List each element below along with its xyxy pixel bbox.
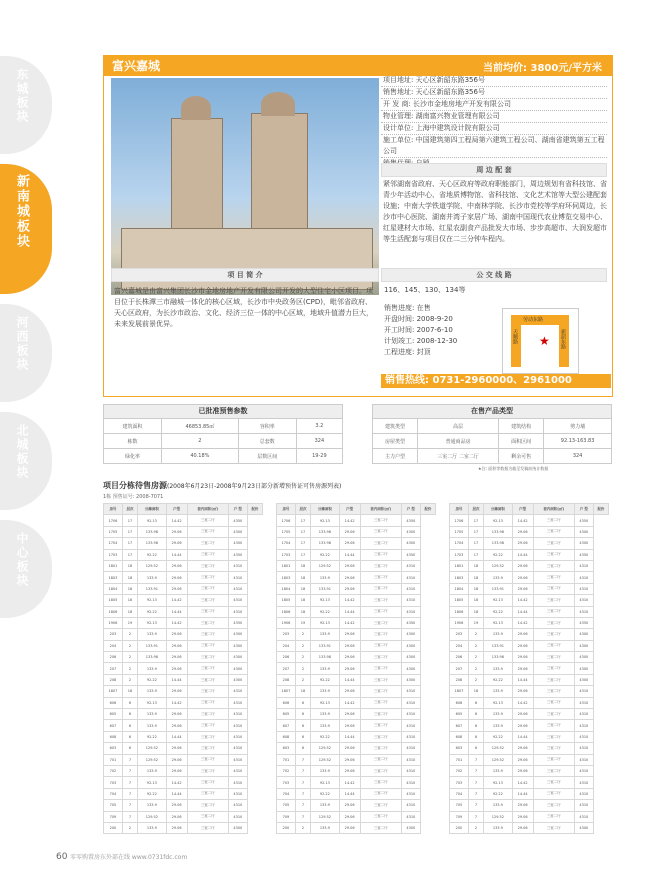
table-row: 204 2 133.91 29.06 三室二厅 4300 (277, 640, 436, 651)
table-row: 607 6 133.9 29.06 三室二厅 4310 (277, 720, 436, 731)
table-row: 207 2 133.9 29.06 三室二厅 4300 (104, 663, 263, 674)
side-tab-xinnancheng[interactable] (0, 164, 52, 294)
table-row: 200 2 133.9 29.06 三室二厅 4300 (450, 822, 609, 833)
table-row: 1803 18 133.9 29.06 三室二厅 4310 (277, 572, 436, 583)
project-header (104, 56, 612, 76)
listing-title (103, 480, 341, 491)
table-row: 606 6 92.13 14.42 三室二厅 4310 (450, 697, 609, 708)
table-row: 1705 17 133.98 29.06 三室二厅 4300 (277, 526, 436, 537)
table-row: 208 2 92.22 14.44 三室二厅 4300 (277, 674, 436, 685)
page-number: 60 (56, 852, 68, 862)
intro-text: 富兴嘉城是由富兴集团长沙市金地房地产开发有限公司开发的大型住宅小区项目。项目位于长株潭三市融城一体化的核心区域，长沙市中央政务区(CPD)，毗邻省政府、天心区政府，为长沙市政治、文化、经济三位一体的中心区域，地域升值潜力巨大，未来发展前景优异。 (114, 287, 373, 328)
table-row: 1801 18 129.52 29.06 三室二厅 4310 (104, 560, 263, 571)
section-side-tabs (0, 0, 52, 888)
table-row: 705 7 133.9 29.06 三室二厅 4310 (450, 800, 609, 811)
table-row: 1801 18 129.52 29.06 三室二厅 4310 (450, 560, 609, 571)
table-row: 1706 17 92.13 14.42 三室二厅 4350 (104, 515, 263, 526)
permit-number: 1栋 预售证号: 2008-7071 (103, 494, 164, 500)
info-design: 设计单位: 上海中建筑设计院有限公司 (381, 123, 607, 135)
table-row: 709 7 129.52 29.06 三室二厅 4310 (450, 811, 609, 822)
intro-header: 项 目 简 介 (111, 268, 379, 282)
table-row: 1703 17 92.22 14.44 三室二厅 4350 (277, 549, 436, 560)
table-row: 1804 18 133.91 29.06 三室二厅 4310 (104, 583, 263, 594)
table-row: 203 2 133.9 29.06 三室二厅 4300 (104, 629, 263, 640)
table-row: 703 7 92.13 14.42 三室二厅 4310 (104, 777, 263, 788)
table-row: 605 6 133.9 29.06 三室二厅 4310 (104, 709, 263, 720)
table-row: 606 6 92.13 14.42 三室二厅 4310 (277, 697, 436, 708)
info-sales-address: 销售地址: 天心区新韶东路356号 (381, 87, 607, 99)
table-row: 603 6 129.52 29.06 三室二厅 4310 (104, 743, 263, 754)
side-tab-label: 中心板块 (15, 532, 29, 588)
table-row: 207 2 133.9 29.06 三室二厅 4300 (277, 663, 436, 674)
map-road-label: 劳动东路 (523, 317, 544, 323)
table-row: 204 2 133.91 29.06 三室二厅 4300 (450, 640, 609, 651)
table-row: 1706 17 92.13 14.42 三室二厅 4350 (450, 515, 609, 526)
table-row: 608 6 92.22 14.44 三室二厅 4310 (104, 731, 263, 742)
progress-completion: 计划竣工: 2008-12-30 (384, 337, 458, 345)
table-row: 1703 17 92.22 14.44 三室二厅 4350 (104, 549, 263, 560)
project-info-list (381, 75, 607, 170)
surroundings-header: 周 边 配 套 (381, 163, 607, 177)
table-row: 1704 17 133.98 29.06 三室二厅 4300 (104, 538, 263, 549)
side-tab-hexi[interactable] (0, 304, 52, 402)
footer-text: 零零购置房东外部在线 www.0731fdc.com (70, 854, 188, 861)
table-row: 603 6 129.52 29.06 三室二厅 4310 (450, 743, 609, 754)
listing-table-1: 房号 层次 分摊面积 户型 套内面积(㎡) 户 型 报价 1706 17 92.13 14.42 三室二厅 4350 1705 17 133.98 29.06 三室二厅 4300 1704 17 133.98 29.06 三室二厅 4300 1703 17 92.22 14.44 三室二厅 4350 1801 18 129.52 29.06 三室二厅 4310 1803 18 133.9 29.06 三室二厅 4310 1804 18 133.91 29.06 三室二厅 4310 1805 18 92.13 14.42 三室二厅 4310 1806 18 92.22 14.44 三室二厅 4310 1906 19 92.13 14.42 三室二厅 4350 203 2 133.9 29.06 三室二厅 4300 204 2 133.91 29.06 三室二厅 4300 206 2 133.98 29.06 三室二厅 4300 207 2 133.9 29.06 三室二厅 4300 208 2 92.22 14.44 三室二厅 4300 1807 18 133.9 29.06 三室二厅 4310 606 6 92.13 14.42 三室二厅 4310 605 6 133.9 29.06 三室二厅 4310 607 6 133.9 29.06 三室二厅 4310 608 6 92.22 14.44 三室二厅 4310 603 6 129.52 29.06 三室二厅 4310 701 7 129.52 29.06 三室二厅 4310 702 7 133.9 29.06 三室二厅 4310 703 7 92.13 14.42 三室二厅 4310 704 7 92.22 14.44 三室二厅 4310 705 7 133.9 29.06 三室二厅 4310 709 7 129.52 29.06 三室二厅 4310 200 2 133.9 29.06 三室二厅 4300 (103, 503, 263, 834)
table-row: 1806 18 92.22 14.44 三室二厅 4310 (104, 606, 263, 617)
table-row: 208 2 92.22 14.44 三室二厅 4300 (450, 674, 609, 685)
progress-opening: 开盘时间: 2008-9-20 (384, 315, 453, 323)
table-row: 1805 18 92.13 14.42 三室二厅 4310 (277, 595, 436, 606)
map-road-label: 新韶东路 (560, 329, 566, 349)
side-tab-zhongxin[interactable] (0, 520, 52, 618)
table-row: 1801 18 129.52 29.06 三室二厅 4310 (277, 560, 436, 571)
project-name: 富兴嘉城 (112, 59, 161, 73)
listing-table-2: 房号 层次 分摊面积 户型 套内面积(㎡) 户 型 报价 1706 17 92.13 14.42 三室二厅 4350 1705 17 133.98 29.06 三室二厅 4300 1704 17 133.98 29.06 三室二厅 4300 1703 17 92.22 14.44 三室二厅 4350 1801 18 129.52 29.06 三室二厅 4310 1803 18 133.9 29.06 三室二厅 4310 1804 18 133.91 29.06 三室二厅 4310 1805 18 92.13 14.42 三室二厅 4310 1806 18 92.22 14.44 三室二厅 4310 1906 19 92.13 14.42 三室二厅 4350 203 2 133.9 29.06 三室二厅 4300 204 2 133.91 29.06 三室二厅 4300 206 2 133.98 29.06 三室二厅 4300 207 2 133.9 29.06 三室二厅 4300 208 2 92.22 14.44 三室二厅 4300 1807 18 133.9 29.06 三室二厅 4310 606 6 92.13 14.42 三室二厅 4310 605 6 133.9 29.06 三室二厅 4310 607 6 133.9 29.06 三室二厅 4310 608 6 92.22 14.44 三室二厅 4310 603 6 129.52 29.06 三室二厅 4310 701 7 129.52 29.06 三室二厅 4310 702 7 133.9 29.06 三室二厅 4310 703 7 92.13 14.42 三室二厅 4310 704 7 92.22 14.44 三室二厅 4310 705 7 133.9 29.06 三室二厅 4310 709 7 129.52 29.06 三室二厅 4310 200 2 133.9 29.06 三室二厅 4300 (276, 503, 436, 834)
table-row: 701 7 129.52 29.06 三室二厅 4310 (277, 754, 436, 765)
table-row: 705 7 133.9 29.06 三室二厅 4310 (104, 800, 263, 811)
table-row: 704 7 92.22 14.44 三室二厅 4310 (104, 788, 263, 799)
table-row: 1804 18 133.91 29.06 三室二厅 4310 (277, 583, 436, 594)
table-row: 1704 17 133.98 29.06 三室二厅 4300 (450, 538, 609, 549)
table-row: 1807 18 133.9 29.06 三室二厅 4310 (450, 686, 609, 697)
table-row: 608 6 92.22 14.44 三室二厅 4310 (277, 731, 436, 742)
presale-header: 已批准预售参数 (103, 404, 343, 419)
side-tab-dongcheng[interactable] (0, 56, 52, 154)
table-row: 605 6 133.9 29.06 三室二厅 4310 (450, 709, 609, 720)
side-tab-beicheng[interactable] (0, 412, 52, 510)
table-row: 1807 18 133.9 29.06 三室二厅 4310 (277, 686, 436, 697)
table-row: 709 7 129.52 29.06 三室二厅 4310 (104, 811, 263, 822)
table-row: 1806 18 92.22 14.44 三室二厅 4310 (277, 606, 436, 617)
side-tab-label: 东城板块 (15, 68, 29, 124)
table-row: 1706 17 92.13 14.42 三室二厅 4350 (277, 515, 436, 526)
table-row: 1806 18 92.22 14.44 三室二厅 4310 (450, 606, 609, 617)
table-row: 208 2 92.22 14.44 三室二厅 4300 (104, 674, 263, 685)
table-row: 701 7 129.52 29.06 三室二厅 4310 (450, 754, 609, 765)
location-map (502, 308, 579, 374)
table-row: 703 7 92.13 14.42 三室二厅 4310 (277, 777, 436, 788)
table-row: 709 7 129.52 29.06 三室二厅 4310 (277, 811, 436, 822)
table-row: 1703 17 92.22 14.44 三室二厅 4350 (450, 549, 609, 560)
side-tab-label: 新南城板块 (14, 174, 29, 249)
table-row: 702 7 133.9 29.06 三室二厅 4310 (277, 765, 436, 776)
table-row: 203 2 133.9 29.06 三室二厅 4300 (277, 629, 436, 640)
table-row: 702 7 133.9 29.06 三室二厅 4310 (104, 765, 263, 776)
table-row: 1906 19 92.13 14.42 三室二厅 4350 (450, 617, 609, 628)
progress-start: 开工时间: 2007-6-10 (384, 326, 453, 334)
table-row: 206 2 133.98 29.06 三室二厅 4300 (277, 652, 436, 663)
table-row: 605 6 133.9 29.06 三室二厅 4310 (277, 709, 436, 720)
table-row: 704 7 92.22 14.44 三室二厅 4310 (277, 788, 436, 799)
presale-table: 建筑面积 46853.85㎡ 容积率 3.2 栋数 2 总套数 324 绿化率 40.18% 层数区间 19-29 (103, 418, 343, 464)
table-row: 200 2 133.9 29.06 三室二厅 4300 (277, 822, 436, 833)
table-row: 203 2 133.9 29.06 三室二厅 4300 (450, 629, 609, 640)
progress-list (384, 303, 457, 358)
info-address: 项目地址: 天心区新韶东路356号 (381, 75, 607, 87)
table-row: 607 6 133.9 29.06 三室二厅 4310 (450, 720, 609, 731)
table-row: 207 2 133.9 29.06 三室二厅 4300 (450, 663, 609, 674)
sales-hotline: 销售热线: 0731-2960000、2961000 (381, 374, 611, 388)
onsale-table: 建筑类型 高层 建筑结构 剪力墙 房屋类型 普通商品房 面积区间 92.13-163.83 主力户型 三室二厅 二室二厅 剩余可售 324 (372, 418, 612, 464)
table-row: 1705 17 133.98 29.06 三室二厅 4300 (104, 526, 263, 537)
map-road-label: 天顺路 (512, 329, 518, 344)
table-row: 703 7 92.13 14.42 三室二厅 4310 (450, 777, 609, 788)
onsale-header: 在售产品类型 (372, 404, 612, 419)
table-row: 1704 17 133.98 29.06 三室二厅 4300 (277, 538, 436, 549)
table-row: 1705 17 133.98 29.06 三室二厅 4300 (450, 526, 609, 537)
side-tab-label: 河西板块 (15, 316, 29, 372)
table-row: 200 2 133.9 29.06 三室二厅 4300 (104, 822, 263, 833)
table-row: 1805 18 92.13 14.42 三室二厅 4310 (450, 595, 609, 606)
bus-header: 公 交 线 路 (381, 268, 607, 282)
table-row: 1906 19 92.13 14.42 三室二厅 4350 (277, 617, 436, 628)
table-row: 1805 18 92.13 14.42 三室二厅 4310 (104, 595, 263, 606)
table-row: 204 2 133.91 29.06 三室二厅 4300 (104, 640, 263, 651)
listing-title-text: 项目分栋待售房源 (103, 481, 167, 490)
listing-table-3: 房号 层次 分摊面积 户型 套内面积(㎡) 户 型 报价 1706 17 92.13 14.42 三室二厅 4350 1705 17 133.98 29.06 三室二厅 4300 1704 17 133.98 29.06 三室二厅 4300 1703 17 92.22 14.44 三室二厅 4350 1801 18 129.52 29.06 三室二厅 4310 1803 18 133.9 29.06 三室二厅 4310 1804 18 133.91 29.06 三室二厅 4310 1805 18 92.13 14.42 三室二厅 4310 1806 18 92.22 14.44 三室二厅 4310 1906 19 92.13 14.42 三室二厅 4350 203 2 133.9 29.06 三室二厅 4300 204 2 133.91 29.06 三室二厅 4300 206 2 133.98 29.06 三室二厅 4300 207 2 133.9 29.06 三室二厅 4300 208 2 92.22 14.44 三室二厅 4300 1807 18 133.9 29.06 三室二厅 4310 606 6 92.13 14.42 三室二厅 4310 605 6 133.9 29.06 三室二厅 4310 607 6 133.9 29.06 三室二厅 4310 608 6 92.22 14.44 三室二厅 4310 603 6 129.52 29.06 三室二厅 4310 701 7 129.52 29.06 三室二厅 4310 702 7 133.9 29.06 三室二厅 4310 703 7 92.13 14.42 三室二厅 4310 704 7 92.22 14.44 三室二厅 4310 705 7 133.9 29.06 三室二厅 4310 709 7 129.52 29.06 三室二厅 4310 200 2 133.9 29.06 三室二厅 4300 (449, 503, 609, 834)
table-row: 702 7 133.9 29.06 三室二厅 4310 (450, 765, 609, 776)
progress-sales: 销售进度: 在售 (384, 304, 431, 312)
table-row: 607 6 133.9 29.06 三室二厅 4310 (104, 720, 263, 731)
info-property-management: 物业管理: 湖南富兴物业管理有限公司 (381, 111, 607, 123)
info-construction: 施工单位: 中国建筑第四工程局第六建筑工程公司、湖南省建筑第五工程公司 (381, 135, 607, 158)
project-photo (111, 78, 379, 295)
table-row: 1906 19 92.13 14.42 三室二厅 4350 (104, 617, 263, 628)
surroundings-text: 紧邻湖南省政府、天心区政府等政府职能部门，周边规划有省科技馆、省青少年活动中心、省地质博物馆、省科技馆、文化艺术馆等大型公建配套设施；中南大学铁道学院、中南林学院、长沙市党校等学府环伺周边，长沙市中心医院、湖南井湾子家居广场、湖南中国现代农业博览交易中心、红星建材大市场、红星农副食产品批发大市场、步步高超市、大润发超市等生活配套与项目仅在二三分钟车程内。 (383, 180, 607, 243)
onsale-note: ★注: 面积等数据为截至发稿前统计数据 (478, 466, 549, 471)
table-row: 608 6 92.22 14.44 三室二厅 4310 (450, 731, 609, 742)
table-row: 704 7 92.22 14.44 三室二厅 4310 (450, 788, 609, 799)
average-price: 当前均价: 3800元/平方米 (483, 63, 602, 74)
info-developer: 开 发 商: 长沙市金地房地产开发有限公司 (381, 99, 607, 111)
table-row: 1804 18 133.91 29.06 三室二厅 4310 (450, 583, 609, 594)
progress-construction: 工程进度: 封顶 (384, 348, 431, 356)
project-card (103, 55, 613, 397)
listing-subtitle: (2008年6月23日-2008年9月23日部分新增预售证可售房源列表) (167, 483, 342, 490)
table-row: 606 6 92.13 14.42 三室二厅 4310 (104, 697, 263, 708)
table-row: 1803 18 133.9 29.06 三室二厅 4310 (104, 572, 263, 583)
map-star-icon: ★ (539, 334, 550, 348)
table-row: 1807 18 133.9 29.06 三室二厅 4310 (104, 686, 263, 697)
table-row: 206 2 133.98 29.06 三室二厅 4300 (104, 652, 263, 663)
bus-lines: 116、145、130、134等 (384, 286, 466, 294)
table-row: 1803 18 133.9 29.06 三室二厅 4310 (450, 572, 609, 583)
side-tab-label: 北城板块 (15, 424, 29, 480)
table-row: 603 6 129.52 29.06 三室二厅 4310 (277, 743, 436, 754)
table-row: 701 7 129.52 29.06 三室二厅 4310 (104, 754, 263, 765)
table-row: 206 2 133.98 29.06 三室二厅 4300 (450, 652, 609, 663)
table-row: 705 7 133.9 29.06 三室二厅 4310 (277, 800, 436, 811)
